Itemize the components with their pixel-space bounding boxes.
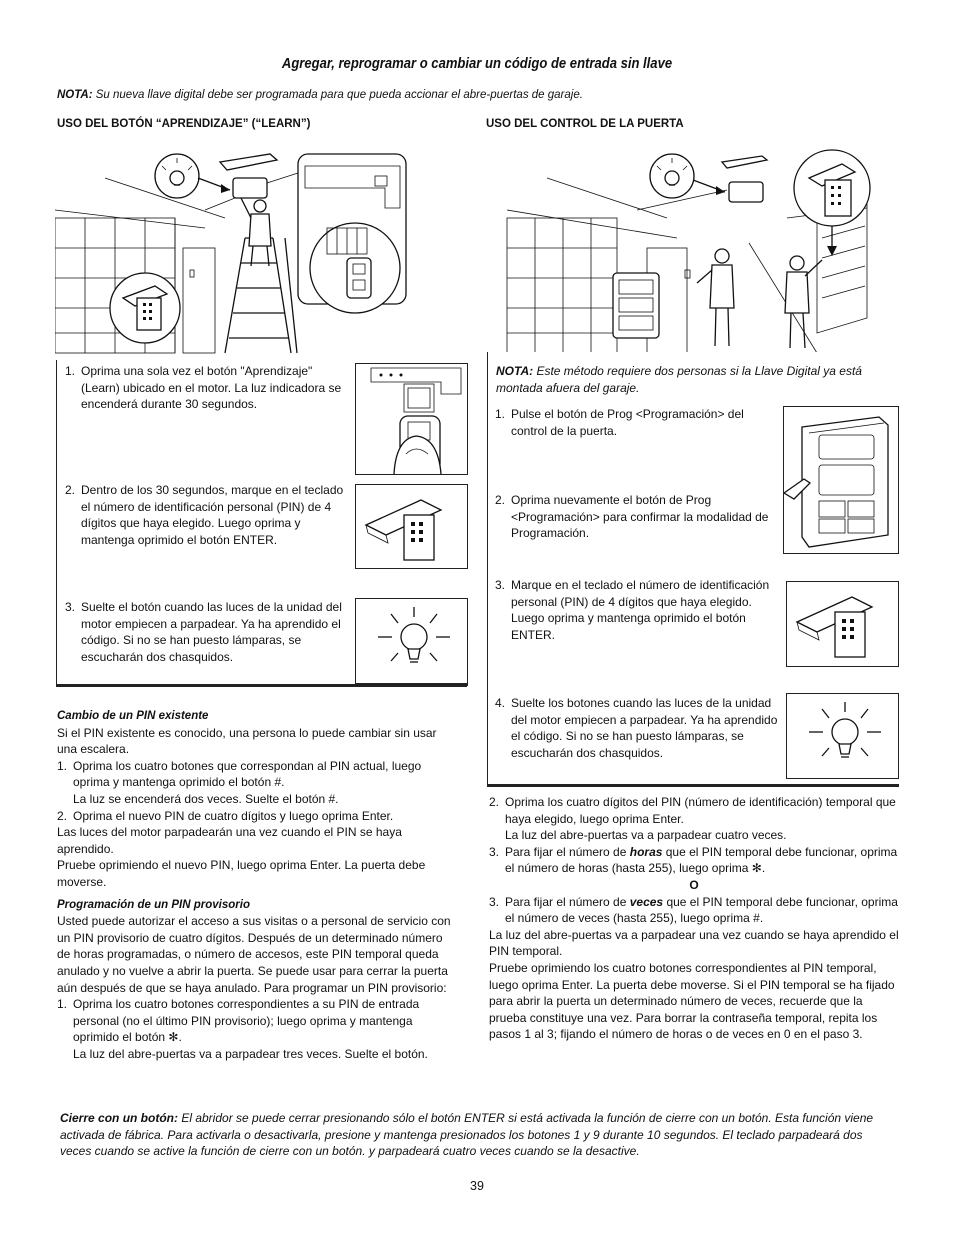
temp-pin-step-1b: La luz del abre-puertas va a parpadear tres veces. Suelte el botón. bbox=[73, 1046, 428, 1061]
left-step-2 bbox=[65, 482, 350, 548]
temp-pin-step-2b: La luz del abre-puertas va a parpadear cuatro veces. bbox=[505, 828, 787, 843]
right-bulb-detail bbox=[786, 693, 899, 779]
right-step-3 bbox=[495, 577, 775, 643]
learn-button-detail bbox=[355, 363, 468, 475]
left-step-3-text: Suelte el botón cuando las luces de la unidad del motor empiecen a parpadear. Ya ha aprendido el código. Si no se han puesto lámparas, se escucharán dos chasquidos. bbox=[81, 600, 342, 664]
temp-pin-heading: Programación de un PIN provisorio bbox=[57, 898, 250, 911]
right-step-4-num: 4. bbox=[495, 696, 506, 710]
right-box-bottom-rule bbox=[487, 784, 899, 786]
left-step-3 bbox=[65, 599, 350, 665]
one-button-close-note bbox=[60, 1110, 875, 1160]
right-step-4 bbox=[495, 695, 780, 761]
temp-pin-step-1: Oprima los cuatro botones correspondientes a su PIN de entrada personal (no el último PIN provisorio); luego oprima y mantenga oprimido el botón ✻. bbox=[73, 997, 420, 1045]
temp-pin-step-3a-em: horas bbox=[629, 844, 663, 859]
right-step-3-text: Marque en el teclado el número de identificación personal (PIN) de 4 dígitos que haya elegido. Luego oprima y mantenga oprimido el botón ENTER. bbox=[511, 578, 770, 642]
right-step-3-num: 3. bbox=[495, 578, 506, 592]
blinking-bulb-detail bbox=[355, 598, 468, 684]
temp-pin-step-3a-num: 3. bbox=[489, 844, 500, 859]
top-note-label: NOTA: bbox=[57, 89, 93, 101]
bulb-icon bbox=[356, 599, 467, 683]
right-section-note bbox=[496, 363, 891, 396]
door-control-detail bbox=[783, 406, 899, 554]
left-step-1 bbox=[65, 363, 345, 413]
change-pin-para-1: Las luces del motor parpadearán una vez cuando el PIN se haya aprendido. bbox=[57, 825, 402, 856]
change-pin-step-2: Oprima el nuevo PIN de cuatro dígitos y luego oprima Enter. bbox=[73, 808, 394, 823]
right-step-2-text: Oprima nuevamente el botón de Prog <Programación> para confirmar la modalidad de Programación. bbox=[511, 493, 769, 541]
temp-pin-step-3b-pre: Para fijar el número de bbox=[505, 894, 630, 909]
temp-pin-para-1: La luz del abre-puertas va a parpadear una vez cuando se haya aprendido el PIN temporal. bbox=[489, 927, 899, 959]
one-button-close-label: Cierre con un botón: bbox=[60, 1111, 178, 1125]
change-pin-para-2: Pruebe oprimiendo el nuevo PIN, luego oprima Enter. La puerta debe moverse. bbox=[57, 858, 426, 889]
top-note-text: Su nueva llave digital debe ser programada para que pueda accionar el abre-puertas de garaje. bbox=[92, 89, 583, 101]
left-section-heading: USO DEL BOTÓN “APRENDIZAJE” (“LEARN”) bbox=[57, 118, 311, 130]
bulb-icon bbox=[787, 694, 898, 778]
temp-pin-para-2: Pruebe oprimiendo los cuatro botones correspondientes al PIN temporal, luego oprima Enter. La puerta debe moverse. Si el PIN temporal se ha fijado para abrir la puerta un determinado número de veces, recuerde que la prueba constituye una vez. Para borrar la contraseña temporal, repita los pasos 1 al 3; fijando el número de horas o de veces en 0 en el paso 3. bbox=[489, 960, 895, 1042]
top-note bbox=[57, 89, 917, 101]
right-step-1-text: Pulse el botón de Prog <Programación> del control de la puerta. bbox=[511, 407, 744, 438]
temp-pin-step-3b-em: veces bbox=[629, 894, 664, 909]
right-note-text: Este método requiere dos personas si la Llave Digital ya está montada afuera del garaje. bbox=[496, 364, 862, 395]
right-step-4-text: Suelte los botones cuando las luces de la unidad del motor empiecen a parpadear. Ya ha aprendido el código. Si no se han puesto lámparas, se escucharán dos chasquidos. bbox=[511, 696, 778, 760]
left-step-1-num: 1. bbox=[65, 364, 76, 378]
left-box-bottom-rule bbox=[56, 684, 468, 686]
temp-pin-step-3a-pre: Para fijar el número de bbox=[505, 844, 630, 859]
learn-button-illustration bbox=[55, 148, 410, 355]
temp-pin-continued bbox=[489, 794, 899, 1043]
keypad-detail bbox=[355, 484, 468, 569]
change-pin-step-1b: La luz se encenderá dos veces. Suelte el botón #. bbox=[73, 791, 339, 806]
left-step-2-text: Dentro de los 30 segundos, marque en el teclado el número de identificación personal (PIN) de 4 dígitos que haya elegido. Luego oprima y mantenga oprimido el botón ENTER. bbox=[81, 483, 344, 547]
change-pin-section bbox=[57, 708, 457, 1062]
change-pin-step-1: Oprima los cuatro botones que correspondan al PIN actual, luego oprima y mantenga oprimido el botón #. bbox=[73, 758, 422, 790]
door-control-illustration bbox=[487, 148, 872, 358]
right-step-1 bbox=[495, 406, 765, 439]
temp-pin-step-2: Oprima los cuatro dígitos del PIN (número de identificación) temporal que haya elegido, luego oprima Enter. bbox=[505, 795, 896, 826]
change-pin-step-2-num: 2. bbox=[57, 808, 68, 823]
temp-pin-step-2-num: 2. bbox=[489, 795, 500, 809]
right-step-2 bbox=[495, 492, 770, 542]
temp-pin-step-3b-post: que el PIN temporal debe funcionar, oprima el número de veces (hasta 255), luego oprima #. bbox=[505, 894, 898, 926]
temp-pin-step-3b-num: 3. bbox=[489, 894, 500, 909]
change-pin-step-1-num: 1. bbox=[57, 758, 68, 773]
temp-pin-intro: Usted puede autorizar el acceso a sus visitas o a personal de servicio con un PIN provisorio de cuatro dígitos. Después de un determinado número de horas programadas, o número de accesos, este PIN temporal queda anulado y no vuelve a abrir la puerta. Se puede usar para cerrar la puerta aún después de que se haya anulado. Para programar un PIN provisorio: bbox=[57, 914, 451, 995]
right-note-label: NOTA: bbox=[496, 364, 534, 378]
or-separator: O bbox=[689, 877, 699, 892]
right-step-2-num: 2. bbox=[495, 493, 506, 507]
right-step-1-num: 1. bbox=[495, 407, 506, 421]
page-number: 39 bbox=[470, 1179, 484, 1193]
right-section-heading: USO DEL CONTROL DE LA PUERTA bbox=[486, 118, 684, 130]
one-button-close-text: El abridor se puede cerrar presionando sólo el botón ENTER si está activada la función de cierre con un botón. Esta función viene activada de fábrica. Para activarla o desactivarla, presione y mantenga presionados los botones 1 y 9 durante 10 segundos. El teclado parpadeará dos veces cuando se active la función de cierre con un botón. y parpadeará cuatro veces cuando se la desactive. bbox=[60, 1111, 874, 1159]
change-pin-heading: Cambio de un PIN existente bbox=[57, 710, 209, 722]
left-step-2-num: 2. bbox=[65, 483, 76, 497]
change-pin-intro: Si el PIN existente es conocido, una persona lo puede cambiar sin usar una escalera. bbox=[57, 725, 437, 757]
page-title: Agregar, reprogramar o cambiar un código de entrada sin llave bbox=[281, 56, 673, 72]
temp-pin-step-3a-post: que el PIN temporal debe funcionar, oprima el número de horas (hasta 255), luego oprima ✻. bbox=[505, 844, 898, 876]
left-step-3-num: 3. bbox=[65, 600, 76, 614]
left-step-1-text: Oprima una sola vez el botón "Aprendizaje" (Learn) ubicado en el motor. La luz indicadora se encenderá durante 30 segundos. bbox=[81, 364, 342, 412]
right-keypad-detail bbox=[786, 581, 899, 667]
temp-pin-step-1-num: 1. bbox=[57, 997, 68, 1012]
